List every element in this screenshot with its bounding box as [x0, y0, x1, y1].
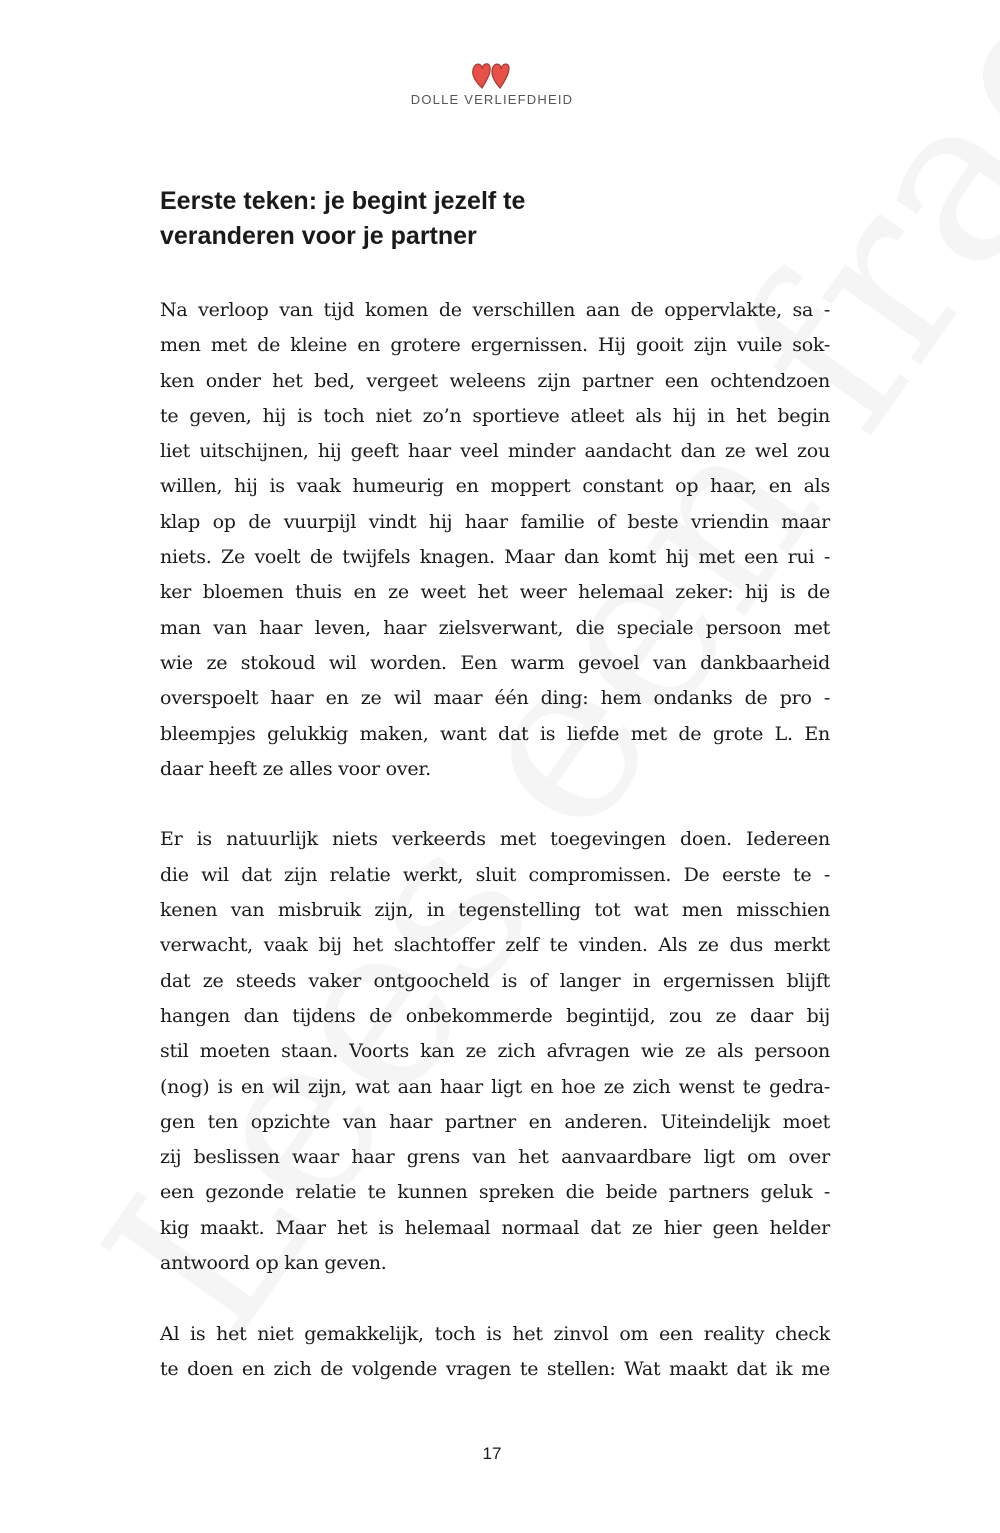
text-line: daar heeft ze alles voor over.	[160, 757, 431, 780]
heart-right-icon	[492, 64, 509, 88]
section-heading	[160, 184, 800, 254]
text-line: die wil dat zijn relatie werkt, sluit compromissen. De eerste te -	[160, 863, 830, 886]
text-line: men met de kleine en grotere ergernissen. Hij gooit zijn vuile sok-	[160, 334, 830, 357]
text-line: ker bloemen thuis en ze weet het weer helemaal zeker: hij is de	[160, 581, 830, 604]
text-line: stil moeten staan. Voorts kan ze zich afvragen wie ze als persoon	[160, 1040, 830, 1063]
text-line: Al is het niet gemakkelijk, toch is het zinvol om een reality check	[160, 1322, 830, 1345]
text-line: bleempjes gelukkig maken, want dat is liefde met de grote L. En	[160, 722, 830, 745]
text-line: verwacht, vaak bij het slachtoffer zelf te vinden. Als ze dus merkt	[160, 934, 830, 957]
paragraph	[160, 293, 830, 787]
page-number: 17	[482, 1444, 502, 1463]
text-line: gen ten opzichte van haar partner en anderen. Uiteindelijk moet	[160, 1110, 830, 1133]
text-line: willen, hij is vaak humeurig en moppert constant op haar, en als	[160, 475, 830, 498]
text-line: Na verloop van tijd komen de verschillen aan de oppervlakte, sa -	[160, 299, 830, 321]
text-line: kenen van misbruik zijn, in tegenstelling tot wat men misschien	[160, 899, 830, 922]
text-line: kig maakt. Maar het is helemaal normaal dat ze hier geen helder	[160, 1216, 830, 1239]
text-line: een gezonde relatie te kunnen spreken die beide partners geluk -	[160, 1181, 830, 1204]
text-line: overspoelt haar en ze wil maar één ding: hem ondanks de pro -	[160, 687, 830, 710]
two-hearts-icon	[470, 58, 514, 92]
text-line: te doen en zich de volgende vragen te stellen: Wat maakt dat ik me	[160, 1357, 830, 1380]
text-line: liet uitschijnen, hij geeft haar veel minder aandacht dan ze wel zou	[160, 440, 830, 463]
text-line: man van haar leven, haar zielsverwant, die speciale persoon met	[160, 616, 830, 639]
text-line: (nog) is en wil zijn, wat aan haar ligt en hoe ze zich wenst te gedra-	[160, 1075, 830, 1098]
body-text	[160, 293, 830, 1423]
text-line: dat ze steeds vaker ontgoocheld is of langer in ergernissen blijft	[160, 969, 830, 992]
text-line: wie ze stokoud wil worden. Een warm gevoel van dankbaarheid	[160, 651, 830, 674]
text-line: zij beslissen waar haar grens van het aanvaardbare ligt om over	[160, 1146, 830, 1169]
running-head: DOLLE VERLIEFDHEID	[410, 92, 574, 107]
heading-line: veranderen voor je partner	[160, 222, 477, 250]
heart-left-icon	[473, 64, 490, 88]
text-line: hangen dan tijdens de onbekommerde begintijd, zou ze daar bij	[160, 1004, 830, 1027]
text-line: ken onder het bed, vergeet weleens zijn partner een ochtendzoen	[160, 369, 830, 392]
heading-line: Eerste teken: je begint jezelf te	[160, 187, 526, 215]
text-line: niets. Ze voelt de twijfels knagen. Maar dan komt hij met een rui -	[160, 546, 830, 569]
paragraph	[160, 822, 830, 1281]
text-line: antwoord op kan geven.	[160, 1252, 387, 1275]
text-line: Er is natuurlijk niets verkeerds met toegevingen doen. Iedereen	[160, 828, 830, 851]
text-line: klap op de vuurpijl vindt hij haar familie of beste vriendin maar	[160, 510, 830, 533]
text-line: te geven, hij is toch niet zo’n sportieve atleet als hij in het begin	[160, 404, 830, 427]
paragraph	[160, 1317, 830, 1388]
